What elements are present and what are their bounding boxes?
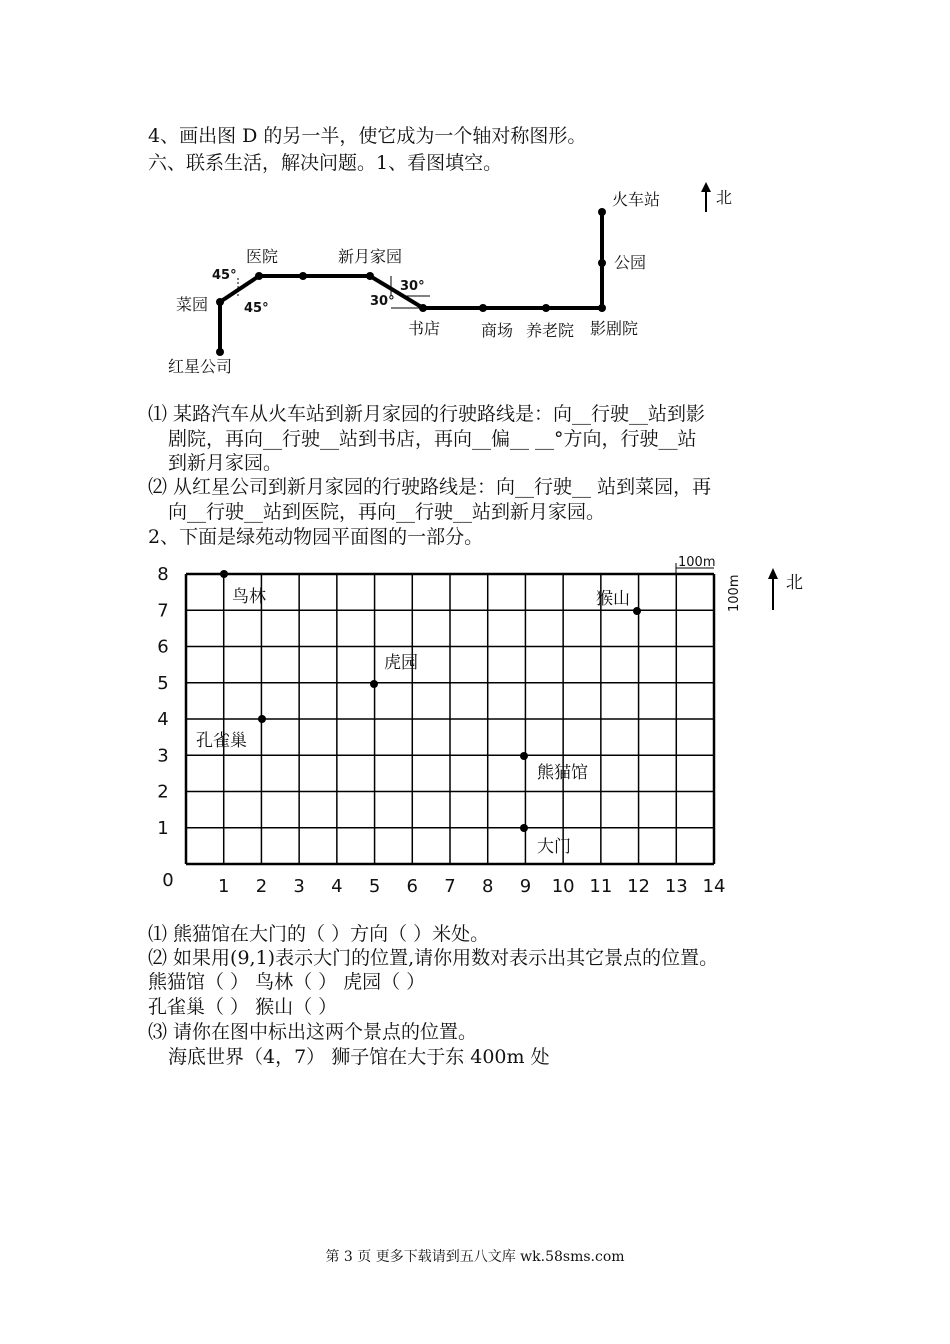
place-dot-monkey-hill	[633, 607, 641, 615]
stop-dot	[598, 304, 606, 312]
q2-p2: ⑵ 如果用(9,1)表示大门的位置,请你用数对表示出其它景点的位置。	[148, 947, 719, 969]
section2-heading: 2、下面是绿苑动物园平面图的一部分。	[148, 526, 484, 548]
place-dot-bird-forest	[220, 570, 228, 578]
stop-bookstore: 书店	[408, 319, 441, 338]
x-tick-label: 3	[293, 876, 305, 897]
route-north-label: 北	[716, 188, 733, 207]
section4-text: 4、画出图 D 的另一半，使它成为一个轴对称图形。	[148, 125, 587, 147]
place-dot-main-gate	[520, 824, 528, 832]
q1-p1-line2: 剧院，再向__行驶__站到书店，再向__偏__ __°方向，行驶__站	[168, 428, 697, 450]
stop-dot	[216, 298, 224, 306]
x-tick-label: 7	[444, 876, 456, 897]
x-tick-label: 13	[664, 876, 688, 897]
y-tick-label: 1	[157, 817, 169, 839]
y-tick-label: 2	[157, 781, 169, 803]
x-tick-label: 14	[702, 876, 726, 897]
place-main-gate: 大门	[537, 837, 571, 857]
q1-p1-line3: 到新月家园。	[168, 452, 283, 474]
zoo-north-label: 北	[786, 573, 803, 593]
route-map	[160, 180, 760, 380]
place-panda-hall: 熊猫馆	[537, 763, 588, 783]
stop-park: 公园	[614, 253, 647, 272]
x-tick-label: 8	[481, 876, 494, 897]
q2-row1: 熊猫馆（ ） 鸟林（ ） 虎园（ ）	[148, 971, 426, 993]
x-tick-label: 1	[217, 876, 230, 897]
angle-label: 30°	[400, 279, 425, 294]
y-tick-label: 6	[157, 636, 169, 658]
stop-dot	[255, 272, 263, 280]
stop-theater: 影剧院	[590, 319, 639, 338]
stop-dot	[299, 272, 307, 280]
place-peacock-nest: 孔雀巢	[196, 731, 247, 751]
y-tick-label: 7	[157, 600, 169, 622]
place-tiger-garden: 虎园	[384, 653, 418, 673]
stop-mall: 商场	[481, 321, 514, 340]
place-dot-peacock-nest	[258, 715, 266, 723]
stop-dot	[419, 304, 427, 312]
x-tick-label: 10	[551, 876, 575, 897]
zoo-grid-map	[140, 555, 820, 905]
x-tick-label: 5	[368, 876, 381, 897]
x-tick-label: 12	[627, 876, 651, 897]
q2-p3: ⑶ 请你在图中标出这两个景点的位置。	[148, 1021, 478, 1043]
angle-label: 45°	[212, 268, 237, 283]
q1-p2-line2: 向__行驶__站到医院，再向__行驶__站到新月家园。	[168, 501, 606, 523]
q1-p2-line1: ⑵ 从红星公司到新月家园的行驶路线是：向__行驶__ 站到菜园，再	[148, 476, 712, 498]
y-tick-label: 3	[157, 745, 169, 767]
q2-row2: 孔雀巢（ ） 猴山（ ）	[148, 996, 338, 1018]
place-monkey-hill: 猴山	[596, 589, 630, 609]
place-dot-tiger-garden	[370, 680, 378, 688]
stop-dot	[598, 208, 606, 216]
place-bird-forest: 鸟林	[232, 587, 266, 607]
section6-heading: 六、联系生活，解决问题。1、看图填空。	[148, 152, 503, 174]
stop-dot	[598, 259, 606, 267]
stop-dot	[542, 304, 550, 312]
scale-horizontal: 100m	[678, 555, 716, 570]
angle-label: 30°	[370, 294, 395, 309]
page-footer: 第 3 页 更多下载请到五八文库 wk.58sms.com	[325, 1249, 625, 1265]
y-tick-label: 8	[157, 564, 169, 585]
stop-garden: 菜园	[176, 295, 209, 314]
x-tick-label: 9	[519, 876, 532, 897]
stop-dot	[479, 304, 487, 312]
y-tick-label: 5	[157, 672, 169, 694]
x-tick-label: 2	[255, 876, 268, 897]
stop-dot	[366, 272, 374, 280]
angle-label: 45°	[244, 301, 269, 316]
stop-hongxing: 红星公司	[168, 357, 233, 376]
y-tick-label: 4	[157, 709, 169, 730]
q1-p1-line1: ⑴ 某路汽车从火车站到新月家园的行驶路线是：向__行驶__站到影	[148, 403, 706, 425]
q2-p1: ⑴ 熊猫馆在大门的（ ）方向（ ）米处。	[148, 923, 490, 945]
stop-hospital: 医院	[246, 247, 279, 266]
x-tick-label: 4	[331, 876, 343, 897]
x-tick-label: 11	[589, 876, 613, 897]
stop-dot	[216, 348, 224, 356]
scale-vertical: 100m	[727, 574, 742, 612]
stop-train-station: 火车站	[612, 190, 661, 209]
x-tick-label: 6	[406, 876, 419, 897]
stop-elderly-home: 养老院	[526, 321, 575, 340]
place-dot-panda-hall	[520, 752, 528, 760]
q2-p3-sub: 海底世界（4，7） 狮子馆在大于东 400m 处	[168, 1046, 550, 1068]
stop-xinyue: 新月家园	[338, 247, 403, 266]
x-tick-label: 0	[162, 870, 174, 891]
